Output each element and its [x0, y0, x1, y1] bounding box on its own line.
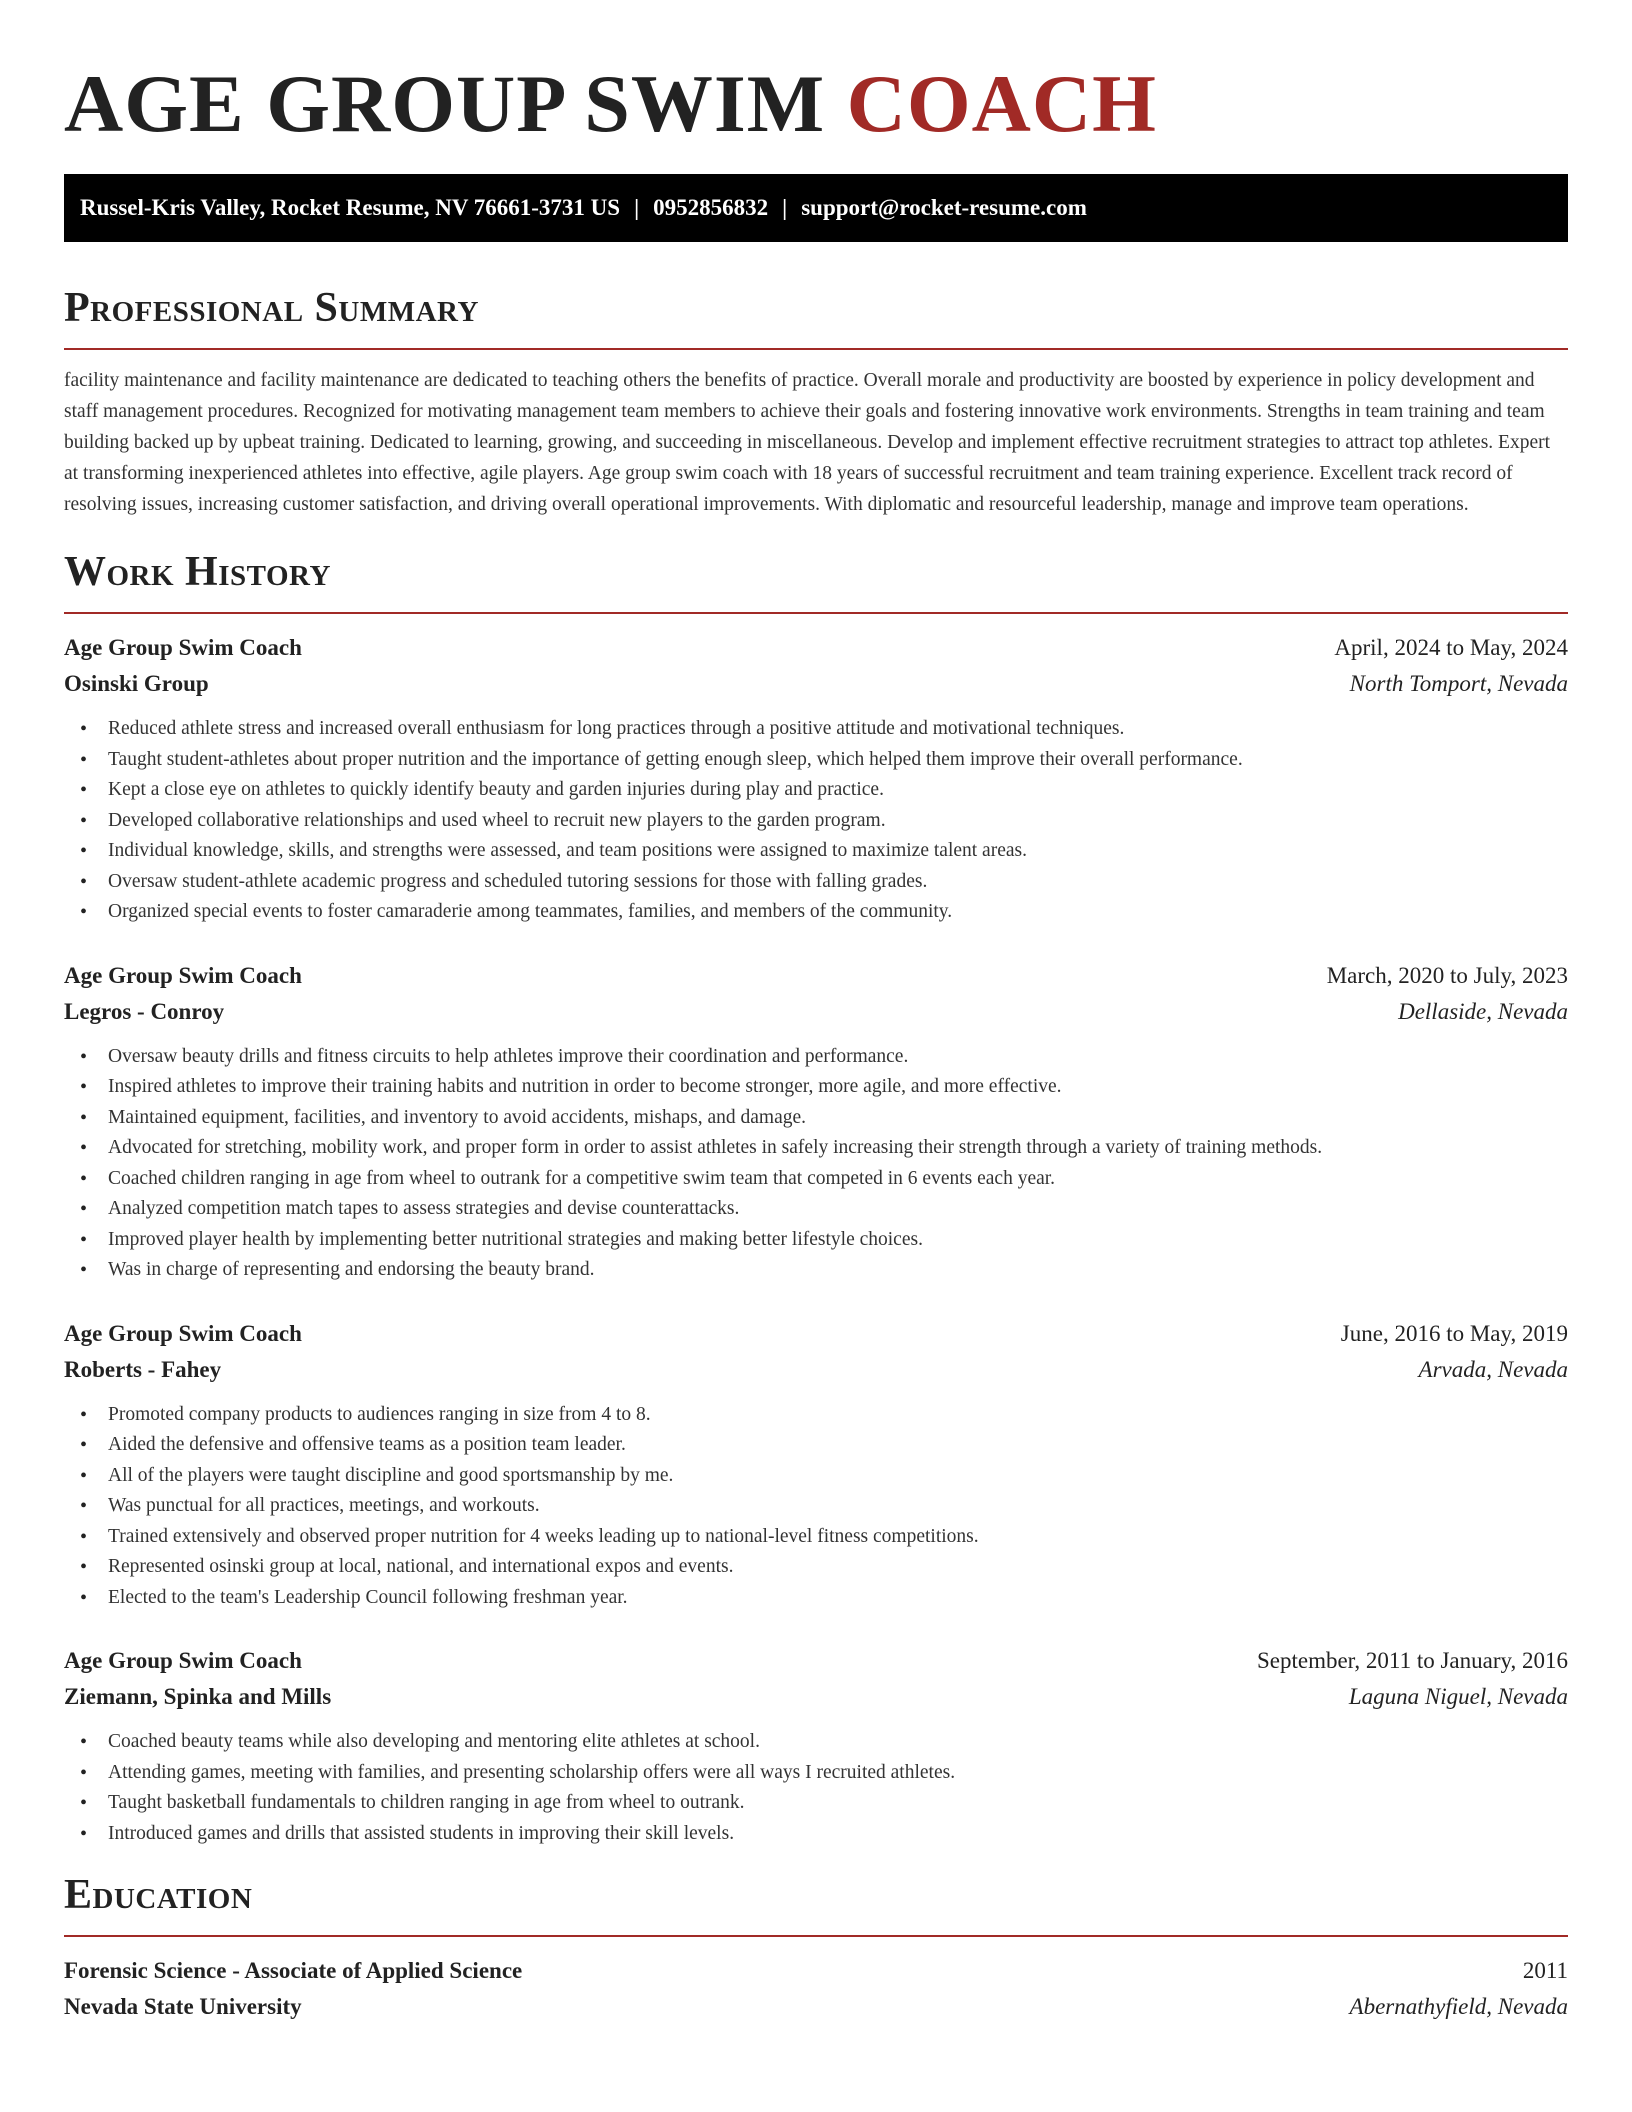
job-entry: [64, 958, 1568, 1286]
resume-name-heading: [64, 58, 1568, 150]
job-bullet: • Was punctual for all practices, meetings, and workouts.: [64, 1491, 1568, 1522]
job-title: Age Group Swim Coach: [64, 1648, 302, 1673]
education-section-title: Education: [64, 1872, 253, 1918]
job-bullet: • All of the players were taught discipline and good sportsmanship by me.: [64, 1461, 1568, 1492]
job-subheader-row: [64, 666, 1568, 702]
contact-separator: |: [782, 195, 788, 220]
job-bullet: • Kept a close eye on athletes to quickly identify beauty and garden injuries during play and practice.: [64, 775, 1568, 806]
section-divider: [64, 348, 1568, 350]
job-bullet: • Attending games, meeting with families, and presenting scholarship offers were all ways I recruited athletes.: [64, 1758, 1568, 1789]
job-bullet: • Represented osinski group at local, national, and international expos and events.: [64, 1552, 1568, 1583]
education-school: Nevada State University: [64, 1994, 302, 2019]
job-bullet-list: [64, 1727, 1568, 1849]
job-subheader-row: [64, 1679, 1568, 1715]
summary-section-title: Professional Summary: [64, 285, 479, 331]
section-divider: [64, 612, 1568, 614]
work-history-list: [64, 630, 1568, 1849]
education-entry: [64, 1953, 1568, 2025]
job-company: Roberts - Fahey: [64, 1356, 222, 1382]
job-location: North Tomport, Nevada: [1349, 671, 1568, 696]
job-title: Age Group Swim Coach: [64, 962, 302, 988]
contact-email[interactable]: support@rocket-resume.com: [801, 195, 1087, 220]
job-entry: [64, 630, 1568, 928]
education-list: [64, 1953, 1568, 2025]
job-subheader-row: [64, 1352, 1568, 1388]
job-location: Arvada, Nevada: [1418, 1356, 1568, 1382]
job-title: Age Group Swim Coach: [64, 635, 302, 660]
job-bullet: • Inspired athletes to improve their training habits and nutrition in order to become stronger, more agile, and more effective.: [64, 1072, 1568, 1103]
job-bullet: • Introduced games and drills that assisted students in improving their skill levels.: [64, 1819, 1568, 1850]
job-bullet: • Oversaw beauty drills and fitness circuits to help athletes improve their coordination and performance.: [64, 1042, 1568, 1073]
contact-separator: |: [634, 195, 640, 220]
job-bullet: • Aided the defensive and offensive teams as a position team leader.: [64, 1430, 1568, 1461]
education-header-row: [64, 1953, 1568, 1989]
contact-phone[interactable]: 0952856832: [653, 195, 769, 220]
job-title: Age Group Swim Coach: [64, 1320, 302, 1346]
education-degree: Forensic Science - Associate of Applied Science: [64, 1958, 523, 1983]
job-bullet: • Coached children ranging in age from wheel to outrank for a competitive swim team that competed in 6 events each year.: [64, 1164, 1568, 1195]
job-subheader-row: [64, 994, 1568, 1030]
job-header-row: [64, 958, 1568, 994]
job-company: Osinski Group: [64, 671, 209, 696]
job-bullet: • Reduced athlete stress and increased overall enthusiasm for long practices through a positive attitude and motivational techniques.: [64, 714, 1568, 745]
job-bullet: • Improved player health by implementing better nutritional strategies and making better lifestyle choices.: [64, 1225, 1568, 1256]
resume-page: [64, 0, 1568, 2025]
job-location: Dellaside, Nevada: [1398, 998, 1568, 1024]
job-company: Legros - Conroy: [64, 998, 225, 1024]
job-entry: [64, 1316, 1568, 1614]
job-bullet: • Advocated for stretching, mobility work, and proper form in order to assist athletes in safely increasing their strength through a variety of training methods.: [64, 1133, 1568, 1164]
job-bullet: • Oversaw student-athlete academic progress and scheduled tutoring sessions for those with falling grades.: [64, 867, 1568, 898]
job-dates: March, 2020 to July, 2023: [1326, 962, 1568, 988]
job-bullet: • Coached beauty teams while also developing and mentoring elite athletes at school.: [64, 1727, 1568, 1758]
contact-bar: [64, 174, 1568, 242]
job-company: Ziemann, Spinka and Mills: [64, 1684, 332, 1709]
job-bullet: • Developed collaborative relationships and used wheel to recruit new players to the garden program.: [64, 806, 1568, 837]
education-location: Abernathyfield, Nevada: [1349, 1994, 1568, 2019]
job-header-row: [64, 1316, 1568, 1352]
job-bullet: • Taught student-athletes about proper nutrition and the importance of getting enough sleep, which helped them improve their overall performance.: [64, 745, 1568, 776]
job-bullet: • Organized special events to foster camaraderie among teammates, families, and members of the community.: [64, 897, 1568, 928]
job-bullet-list: [64, 1042, 1568, 1286]
job-dates: June, 2016 to May, 2019: [1340, 1320, 1568, 1346]
job-bullet: • Elected to the team's Leadership Council following freshman year.: [64, 1583, 1568, 1614]
job-entry: [64, 1643, 1568, 1849]
section-divider: [64, 1935, 1568, 1937]
job-header-row: [64, 1643, 1568, 1679]
job-bullet-list: [64, 1400, 1568, 1614]
name-accent: COACH: [846, 58, 1157, 149]
job-bullet: • Promoted company products to audiences ranging in size from 4 to 8.: [64, 1400, 1568, 1431]
job-bullet: • Maintained equipment, facilities, and inventory to avoid accidents, mishaps, and damage.: [64, 1103, 1568, 1134]
job-bullet: • Analyzed competition match tapes to assess strategies and devise counterattacks.: [64, 1194, 1568, 1225]
job-dates: September, 2011 to January, 2016: [1256, 1648, 1568, 1673]
job-bullet-list: [64, 714, 1568, 928]
education-year: 2011: [1522, 1958, 1568, 1983]
contact-address: Russel-Kris Valley, Rocket Resume, NV 76661-3731 US: [80, 195, 621, 220]
job-dates: April, 2024 to May, 2024: [1334, 635, 1568, 660]
job-header-row: [64, 630, 1568, 666]
job-bullet: • Individual knowledge, skills, and strengths were assessed, and team positions were assigned to maximize talent areas.: [64, 836, 1568, 867]
job-bullet: • Trained extensively and observed proper nutrition for 4 weeks leading up to national-level fitness competitions.: [64, 1522, 1568, 1553]
job-location: Laguna Niguel, Nevada: [1348, 1684, 1568, 1709]
work-section-title: Work History: [64, 549, 331, 595]
job-bullet: • Taught basketball fundamentals to children ranging in age from wheel to outrank.: [64, 1788, 1568, 1819]
name-main: AGE GROUP SWIM: [64, 58, 826, 149]
summary-text: facility maintenance and facility maintenance are dedicated to teaching others the benefits of practice. Overall morale and productivity are boosted by experience in policy development and staff management procedures. Recognized for motivating management team members to achieve their goals and fostering innovative work environments. Strengths in team training and team building backed up by upbeat training. Dedicated to learning, growing, and succeeding in miscellaneous. Develop and implement effective recruitment strategies to attract top athletes. Expert at transforming inexperienced athletes into effective, agile players. Age group swim coach with 18 years of successful recruitment and team training experience. Excellent track record of resolving issues, increasing customer satisfaction, and driving overall operational improvements. With diplomatic and resourceful leadership, manage and improve team operations.: [64, 370, 1551, 515]
education-subheader-row: [64, 1989, 1568, 2025]
job-bullet: • Was in charge of representing and endorsing the beauty brand.: [64, 1255, 1568, 1286]
